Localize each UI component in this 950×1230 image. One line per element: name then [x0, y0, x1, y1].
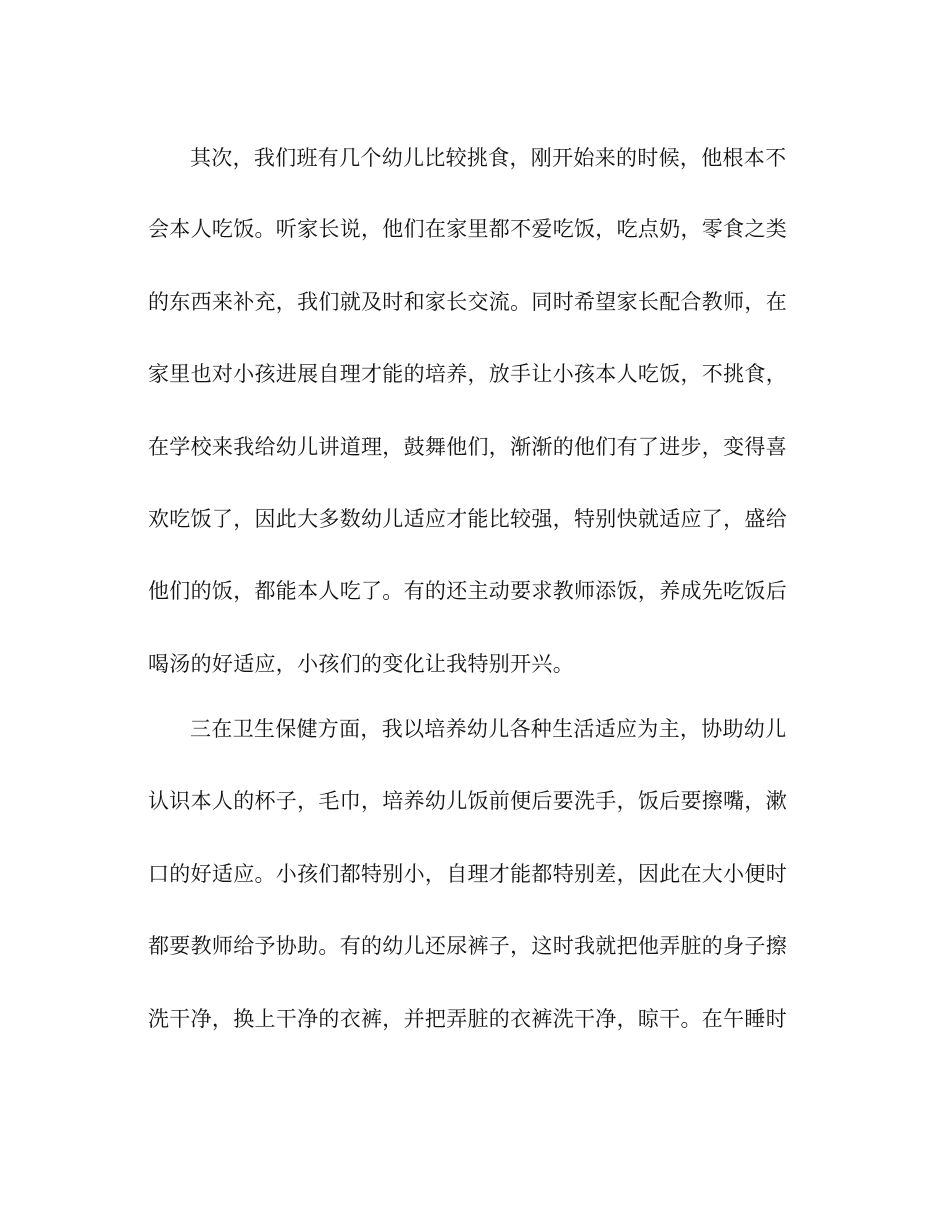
paragraph-2-line-1: 三在卫生保健方面，我以培养幼儿各种生活适应为主，协助幼儿	[190, 717, 787, 741]
paragraph-1-line-5: 在学校来我给幼儿讲道理，鼓舞他们，渐渐的他们有了进步，变得喜	[148, 435, 787, 459]
paragraph-1-line-8: 喝汤的好适应，小孩们的变化让我特别开兴。	[148, 652, 574, 676]
paragraph-2-line-3: 口的好适应。小孩们都特别小，自理才能都特别差，因此在大小便时	[148, 862, 787, 886]
paragraph-2-line-2: 认识本人的杯子，毛巾，培养幼儿饭前便后要洗手，饭后要擦嘴，漱	[148, 789, 787, 813]
paragraph-2-line-4: 都要教师给予协助。有的幼儿还尿裤子，这时我就把他弄脏的身子擦	[148, 934, 787, 958]
paragraph-1-line-2: 会本人吃饭。听家长说，他们在家里都不爱吃饭，吃点奶，零食之类	[148, 217, 787, 241]
paragraph-1-line-7: 他们的饭，都能本人吃了。有的还主动要求教师添饭，养成先吃饭后	[148, 579, 787, 603]
paragraph-1-line-4: 家里也对小孩进展自理才能的培养，放手让小孩本人吃饭，不挑食，	[148, 362, 787, 386]
paragraph-1-line-6: 欢吃饭了，因此大多数幼儿适应才能比较强，特别快就适应了，盛给	[148, 507, 787, 531]
paragraph-1-line-1: 其次，我们班有几个幼儿比较挑食，刚开始来的时候，他根本不	[190, 146, 787, 170]
paragraph-2-line-5: 洗干净，换上干净的衣裤，并把弄脏的衣裤洗干净，晾干。在午睡时	[148, 1007, 787, 1031]
paragraph-1-line-3: 的东西来补充，我们就及时和家长交流。同时希望家长配合教师，在	[148, 290, 787, 314]
